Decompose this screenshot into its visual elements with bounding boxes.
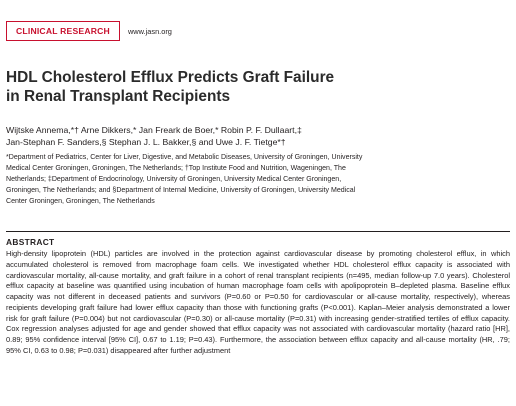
journal-url[interactable]: www.jasn.org [127, 26, 172, 36]
section-badge: CLINICAL RESEARCH [6, 21, 120, 41]
affiliation-line: Netherlands; ‡Department of Endocrinology, University of Groningen, University Medical Center Groningen, [6, 175, 342, 183]
author-list [6, 124, 436, 149]
authors-line-2: Jan-Stephan F. Sanders,§ Stephan J. L. Bakker,§ and Uwe J. F. Tietge*† [6, 137, 286, 148]
affiliations [6, 153, 416, 208]
section-divider [6, 231, 510, 232]
article-title [6, 68, 426, 106]
affiliation-line: Groningen, The Netherlands; and §Department of Internal Medicine, University of Groningen, University Medical [6, 186, 356, 194]
abstract-body: High-density lipoprotein (HDL) particles are involved in the protection against cardiovascular disease by promoting cholesterol efflux, in which accumulated cholesterol is removed from macrophage foam cells. We investigated whether HDL cholesterol efflux capacity is associated with cardiovascular mortality, all-cause mortality, and graft failure in a cohort of renal transplant recipients (n=495, median follow-up 7.0 years). Cholesterol efflux capacity at baseline was quantified using incubation of human macrophage foam cells with apolipoprotein B–depleted plasma. Baseline efflux capacity was not different in deceased patients and survivors (P=0.60 or P=0.50 for cardiovascular or all-cause mortality, respectively), whereas recipients developing graft failure had lower efflux capacity than those with functioning grafts (P<0.001). Kaplan–Meier analysis demonstrated a lower risk for graft failure (P=0.004) but not cardiovascular (P=0.30) or all-cause mortality (P=0.31) with increasing gender-stratified tertiles of efflux capacity. Cox regression analyses adjusted for age and gender showed that efflux capacity was not associated with cardiovascular mortality (hazard ratio [HR], 0.89; 95% confidence interval [95% CI], 0.67 to 1.19; P=0.43). Furthermore, the association between efflux capacity and all-cause mortality (HR, .79; 95% CI, 0.63 to 0.98; P=0.031) disappeared after further adjustment [6, 249, 510, 355]
affiliation-line: *Department of Pediatrics, Center for Liver, Digestive, and Metabolic Diseases, University of Groningen, University [6, 154, 363, 161]
affiliation-line: Medical Center Groningen, Groningen, The Netherlands; †Top Institute Food and Nutrition, Wageningen, The [6, 164, 346, 172]
title-line-2: in Renal Transplant Recipients [6, 88, 231, 105]
affiliation-line: Center Groningen, Groningen, The Netherlands [6, 197, 155, 205]
title-line-1: HDL Cholesterol Efflux Predicts Graft Failure [6, 69, 335, 86]
abstract-heading: ABSTRACT [6, 237, 55, 247]
authors-line-1: Wijtske Annema,*† Arne Dikkers,* Jan Freark de Boer,* Robin P. F. Dullaart,‡ [6, 125, 302, 135]
journal-header [6, 21, 172, 41]
